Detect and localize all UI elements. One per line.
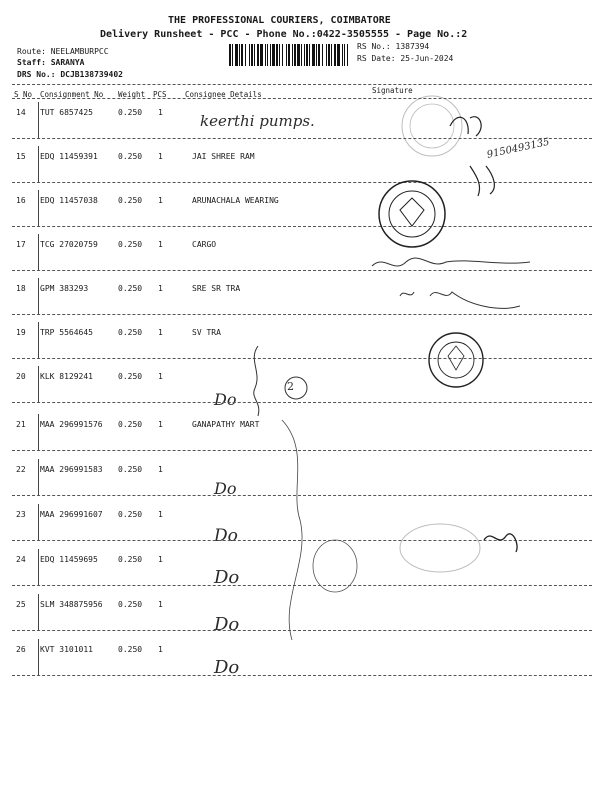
barcode-bar	[276, 44, 278, 66]
barcode-bar	[265, 44, 266, 66]
serial-number: 22	[16, 465, 26, 474]
column-tick	[38, 234, 39, 270]
row-divider	[12, 585, 592, 586]
column-tick	[38, 414, 39, 450]
column-tick	[38, 459, 39, 495]
weight-value: 0.250	[118, 328, 143, 337]
handwritten-note: Do	[214, 526, 238, 546]
barcode-bar	[229, 44, 231, 66]
barcode-bar	[337, 44, 340, 66]
handwritten-note: Do	[214, 567, 240, 588]
weight-value: 0.250	[118, 372, 143, 381]
barcode-bar	[347, 44, 348, 66]
column-tick	[38, 146, 39, 182]
barcode-bar	[304, 44, 305, 66]
barcode-bar	[251, 44, 253, 66]
row-divider	[12, 450, 592, 451]
circled-count: 2	[287, 380, 294, 393]
row-divider	[12, 270, 592, 271]
staff-row	[17, 58, 84, 67]
col-sno: S No	[14, 90, 33, 99]
weight-value: 0.250	[118, 420, 143, 429]
consignment-number: MAA 296991583	[40, 465, 103, 474]
consignee-name: ARUNACHALA WEARING	[192, 196, 279, 205]
weight-value: 0.250	[118, 645, 143, 654]
drs-row	[17, 70, 123, 79]
column-tick	[38, 366, 39, 402]
weight-value: 0.250	[118, 108, 143, 117]
barcode-bar	[288, 44, 290, 66]
consignment-number: KVT 3101011	[40, 645, 93, 654]
stamp-row19	[429, 333, 483, 387]
row-divider	[12, 495, 592, 496]
drs-label: DRS No.:	[17, 70, 56, 79]
staff-label: Staff:	[17, 58, 46, 67]
barcode-bar	[342, 44, 343, 66]
consignment-number: EDQ 11457038	[40, 196, 98, 205]
weight-value: 0.250	[118, 510, 143, 519]
line-scrawl	[282, 420, 302, 640]
barcode-bar	[279, 44, 280, 66]
barcode-bar	[292, 44, 293, 66]
column-tick	[38, 190, 39, 226]
row-divider	[12, 675, 592, 676]
rs-number: RS No.: 1387394	[357, 42, 430, 51]
row-divider	[12, 138, 592, 139]
consignee-name: SV TRA	[192, 328, 221, 337]
weight-value: 0.250	[118, 196, 143, 205]
pieces-count: 1	[158, 240, 163, 249]
column-tick	[38, 322, 39, 358]
route-label: Route: NEELAMBURPCC	[17, 47, 109, 56]
consignment-number: KLK 8129241	[40, 372, 93, 381]
serial-number: 18	[16, 284, 26, 293]
barcode-bar	[286, 44, 287, 66]
weight-value: 0.250	[118, 555, 143, 564]
barcode-bar	[257, 44, 259, 66]
consignment-number: EDQ 11459695	[40, 555, 98, 564]
weight-value: 0.250	[118, 600, 143, 609]
stamp-row16	[379, 181, 445, 247]
column-tick	[38, 504, 39, 540]
col-consignment: Consignment No	[40, 90, 104, 99]
handwritten-note: Do	[214, 390, 237, 409]
stamp-row23	[400, 524, 480, 572]
consignment-number: TUT 6857425	[40, 108, 93, 117]
consignment-number: SLM 348875956	[40, 600, 103, 609]
row-divider	[12, 540, 592, 541]
phone-scrawl: 9150493135	[486, 136, 551, 161]
barcode-bar	[326, 44, 327, 66]
serial-number: 23	[16, 510, 26, 519]
barcode-bar	[270, 44, 271, 66]
consignment-number: TRP 5564645	[40, 328, 93, 337]
row-divider	[12, 358, 592, 359]
row-divider	[12, 226, 592, 227]
pieces-count: 1	[158, 600, 163, 609]
brace-mark	[254, 346, 259, 416]
barcode	[229, 44, 351, 66]
col-consignee: Consignee Details	[185, 90, 262, 99]
col-weight: Weight	[118, 90, 146, 99]
serial-number: 17	[16, 240, 26, 249]
signature-row17	[372, 258, 530, 266]
barcode-bar	[301, 44, 302, 66]
pieces-count: 1	[158, 372, 163, 381]
consignee-name: CARGO	[192, 240, 217, 249]
column-tick	[38, 594, 39, 630]
row-divider	[12, 182, 592, 183]
barcode-bar	[297, 44, 300, 66]
barcode-bar	[312, 44, 315, 66]
consignment-number: EDQ 11459391	[40, 152, 98, 161]
consignment-number: GPM 383293	[40, 284, 89, 293]
consignment-number: MAA 296991576	[40, 420, 103, 429]
handwritten-note: Do	[214, 614, 240, 635]
consignment-number: TCG 27020759	[40, 240, 98, 249]
barcode-bar	[282, 44, 283, 66]
column-tick	[38, 278, 39, 314]
col-signature: Signature	[372, 86, 413, 95]
handwritten-note: Do	[214, 479, 237, 498]
drs-number: DCJB138739402	[60, 70, 123, 79]
barcode-bar	[328, 44, 330, 66]
serial-number: 21	[16, 420, 26, 429]
pieces-count: 1	[158, 284, 163, 293]
barcode-bar	[331, 44, 332, 66]
row-divider	[12, 630, 592, 631]
row-divider	[12, 84, 592, 85]
serial-number: 26	[16, 645, 26, 654]
weight-value: 0.250	[118, 240, 143, 249]
serial-number: 19	[16, 328, 26, 337]
pieces-count: 1	[158, 196, 163, 205]
serial-number: 16	[16, 196, 26, 205]
serial-number: 20	[16, 372, 26, 381]
signature-row15	[470, 166, 494, 196]
consignment-number: MAA 296991607	[40, 510, 103, 519]
column-tick	[38, 549, 39, 585]
pieces-count: 1	[158, 645, 163, 654]
serial-number: 25	[16, 600, 26, 609]
serial-number: 24	[16, 555, 26, 564]
weight-value: 0.250	[118, 284, 143, 293]
staff-name: SARANYA	[50, 58, 85, 67]
barcode-bar	[322, 44, 323, 66]
rs-date: RS Date: 25-Jun-2024	[357, 54, 454, 63]
runsheet-title: Delivery Runsheet - PCC - Phone No.:0422-3505555 - Page No.:2	[100, 29, 468, 40]
consignee-name: JAI SHREE RAM	[192, 152, 255, 161]
handwritten-note: Do	[214, 657, 240, 678]
company-title: THE PROFESSIONAL COURIERS, COIMBATORE	[168, 15, 391, 26]
barcode-bar	[272, 44, 275, 66]
consignee-name: GANAPATHY MART	[192, 420, 260, 429]
barcode-bar	[334, 44, 336, 66]
row-divider	[12, 402, 592, 403]
barcode-bar	[245, 44, 246, 66]
weight-value: 0.250	[118, 152, 143, 161]
pieces-count: 1	[158, 108, 163, 117]
consignee-name: SRE SR TRA	[192, 284, 241, 293]
serial-number: 14	[16, 108, 26, 117]
column-tick	[38, 102, 39, 138]
signature-row18	[400, 292, 520, 308]
row-divider	[12, 314, 592, 315]
pieces-count: 1	[158, 510, 163, 519]
signature-row23	[484, 534, 517, 552]
barcode-bar	[306, 44, 308, 66]
barcode-bar	[241, 44, 243, 66]
barcode-bar	[316, 44, 317, 66]
stamp-row14	[402, 96, 462, 156]
column-tick	[38, 639, 39, 675]
handwritten-note: keerthi pumps.	[200, 112, 315, 130]
pieces-count: 1	[158, 555, 163, 564]
barcode-bar	[318, 44, 320, 66]
barcode-bar	[267, 44, 268, 66]
col-pcs: PCS	[153, 90, 167, 99]
barcode-bar	[294, 44, 296, 66]
barcode-bar	[344, 44, 345, 66]
pieces-count: 1	[158, 152, 163, 161]
signature-row14	[450, 117, 481, 136]
barcode-bar	[309, 44, 310, 66]
barcode-bar	[239, 44, 240, 66]
row-divider	[12, 98, 592, 99]
pieces-count: 1	[158, 465, 163, 474]
barcode-bar	[260, 44, 263, 66]
barcode-bar	[232, 44, 233, 66]
serial-number: 15	[16, 152, 26, 161]
pieces-count: 1	[158, 328, 163, 337]
pieces-count: 1	[158, 420, 163, 429]
weight-value: 0.250	[118, 465, 143, 474]
barcode-bar	[254, 44, 255, 66]
barcode-bar	[235, 44, 238, 66]
barcode-bar	[249, 44, 250, 66]
